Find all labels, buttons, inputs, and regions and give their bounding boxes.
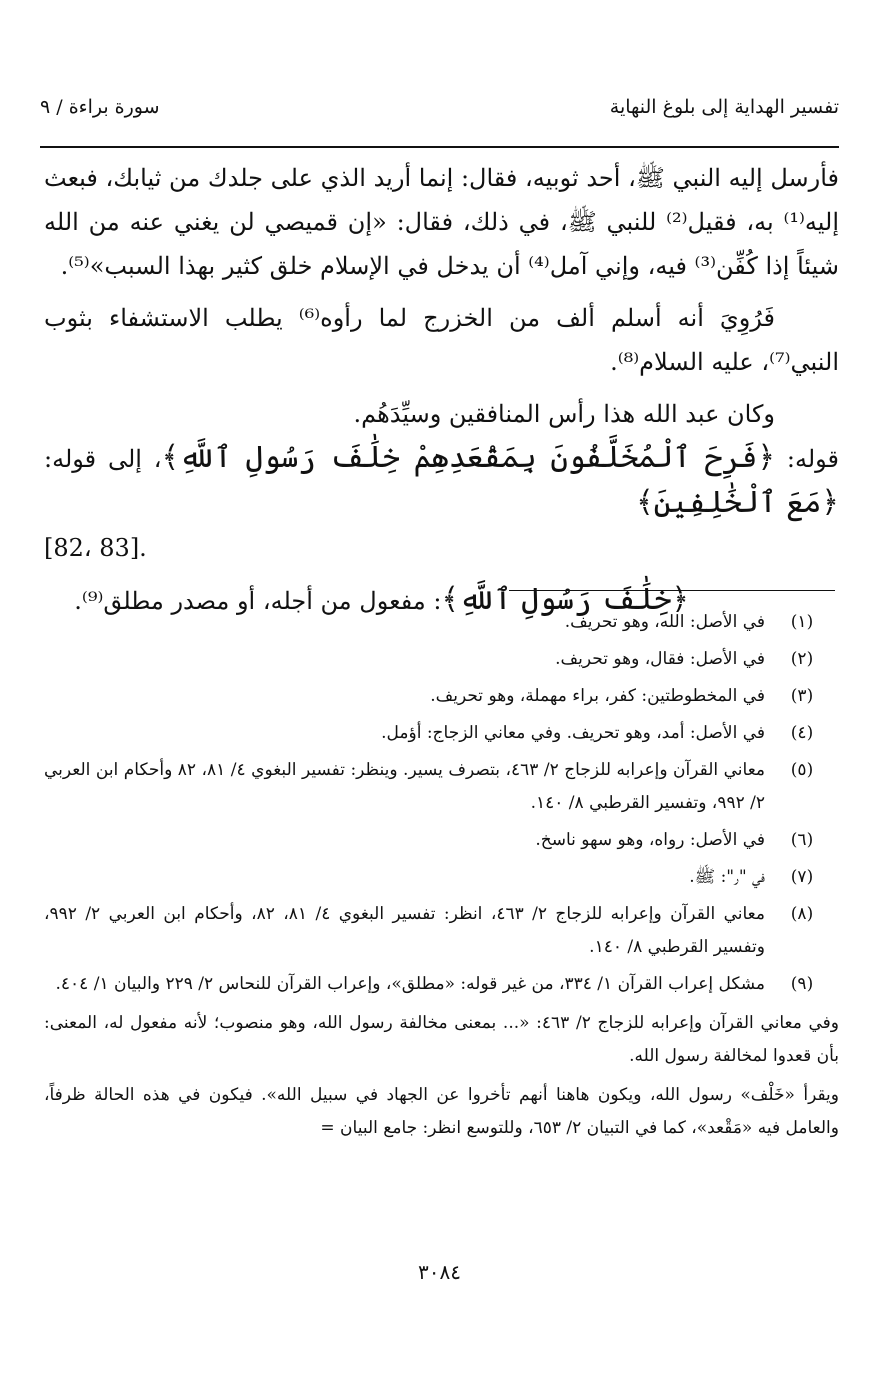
- surah-label: سورة براءة / ٩: [40, 96, 160, 118]
- footnote-text: في "ر": ﷺ.: [689, 867, 765, 887]
- footnote: [44, 680, 839, 713]
- footnote-continuation: وفي معاني القرآن وإعرابه للزجاج ٢/ ٤٦٣: «... بمعنى مخالفة رسول الله، وهو منصوب؛ لأنه مفعول له، المعنى: بأن قعدوا لمخالفة رسول الله.: [44, 1013, 839, 1066]
- footnote-number: (٥): [790, 760, 814, 780]
- footnote-text: في الأصل: فقال، وهو تحريف.: [555, 649, 765, 669]
- paragraph-3: وكان عبد الله هذا رأس المنافقين وسيِّدَهُم.: [353, 400, 775, 428]
- page-number: ٣٠٨٤: [418, 1260, 461, 1284]
- verse-references: [82، 83].: [44, 534, 147, 562]
- footnote: [44, 754, 839, 820]
- main-text: [44, 156, 839, 631]
- footnote-number: (٦): [790, 830, 814, 850]
- quran-verse-3: ﴿خِلَٰفَ رَسُولِ ٱللَّهِ﴾: [441, 582, 689, 617]
- paragraph-4: [44, 436, 839, 570]
- header-rule: [40, 146, 839, 148]
- footnote-rule: [509, 590, 835, 591]
- quran-verse-1: ﴿فَرِحَ ٱلْمُخَلَّفُونَ بِمَقْعَدِهِمْ خِلَٰفَ رَسُولِ ٱللَّهِ﴾: [161, 440, 776, 475]
- footnotes: [44, 602, 839, 1145]
- quote-intro: قوله:: [786, 445, 839, 473]
- paragraph-1: فأرسل إليه النبي ﷺ، أحد ثوبيه، فقال: إنما أريد الذي على جلدك من ثيابك، فبعث إليه⁽¹⁾ به، فقيل⁽²⁾ للنبي ﷺ، في ذلك، فقال: «إن قميصي لن يغني عنه من الله شيئاً إذا كُفِّن⁽³⁾ فيه، وإني آمل⁽⁴⁾ أن يدخل في الإسلام خلق كثير بهذا السبب»⁽⁵⁾.: [44, 164, 839, 280]
- footnote-text: معاني القرآن وإعرابه للزجاج ٢/ ٤٦٣، بتصرف يسير. وينظر: تفسير البغوي ٤/ ٨١، ٨٢ وأحكام ابن العربي ٢/ ٩٩٢، وتفسير القرطبي ٨/ ١٤٠.: [44, 760, 766, 813]
- quran-verse-2: ﴿مَعَ ٱلْخَٰلِفِينَ﴾: [636, 485, 839, 520]
- paragraph-2: فَرُوِيَ أنه أسلم ألف من الخزرج لما رأوه⁽⁶⁾ يطلب الاستشفاء بثوب النبي⁽⁷⁾، عليه السلام⁽⁸⁾.: [44, 304, 839, 376]
- footnote-text: في الأصل: أمد، وهو تحريف. وفي معاني الزجاج: أؤمل.: [381, 723, 765, 743]
- footnote-text: في الأصل: رواه، وهو سهو ناسخ.: [535, 830, 765, 850]
- footnote-number: (٧): [790, 867, 814, 887]
- footnote-text: معاني القرآن وإعرابه للزجاج ٢/ ٤٦٣، انظر: تفسير البغوي ٤/ ٨١، ٨٢، وأحكام ابن العربي ٢/ ٩٩٢، وتفسير القرطبي ٨/ ١٤٠.: [44, 904, 765, 957]
- footnote-number: (٢): [790, 649, 814, 669]
- footnote-continuation: ويقرأ «خَلْف» رسول الله، ويكون هاهنا أنهم تأخروا عن الجهاد في سبيل الله». فيكون في هذه الحالة ظرفاً، والعامل فيه «مَقْعد»، كما في التبيان ٢/ ٦٥٣، وللتوسع انظر: جامع البيان =: [44, 1085, 839, 1138]
- footnote-number: (١): [790, 612, 814, 632]
- footnote-number: (٨): [790, 904, 814, 924]
- footnote: [44, 861, 839, 894]
- quote-middle: ، إلى قوله:: [44, 445, 162, 473]
- footnote-number: (٤): [790, 723, 814, 743]
- footnote: [44, 898, 839, 964]
- footnote: [44, 643, 839, 676]
- running-header: [40, 96, 839, 118]
- footnote-text: في المخطوطتين: كفر، براء مهملة، وهو تحريف.: [430, 686, 765, 706]
- footnote-text: في الأصل: الله، وهو تحريف.: [564, 612, 765, 632]
- footnote-number: (٩): [790, 974, 814, 994]
- footnote: [44, 606, 839, 639]
- footnote: [44, 824, 839, 857]
- footnote-text: مشكل إعراب القرآن ١/ ٣٣٤، من غير قوله: «مطلق»، وإعراب القرآن للنحاس ٢/ ٢٢٩ والبيان ١/ ٤٠٤.: [55, 974, 765, 994]
- footnote-number: (٣): [790, 686, 814, 706]
- footnote: [44, 968, 839, 1001]
- book-title: تفسير الهداية إلى بلوغ النهاية: [609, 96, 839, 118]
- footnote: [44, 717, 839, 750]
- grammar-note: : مفعول من أجله، أو مصدر مطلق⁽⁹⁾.: [74, 587, 442, 615]
